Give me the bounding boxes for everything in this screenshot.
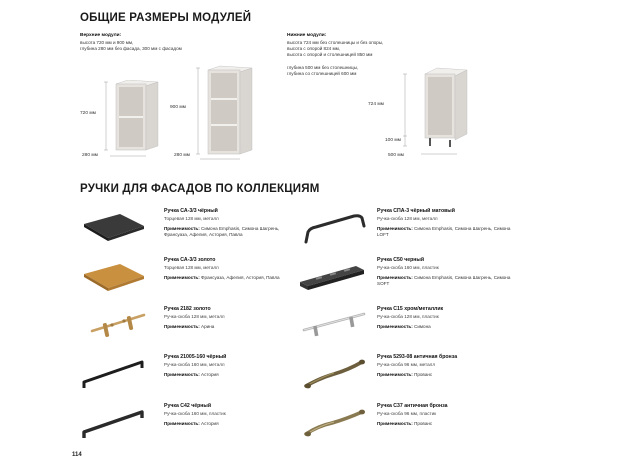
- handle-image-c42-black: [80, 402, 150, 442]
- handle-applicability: Применимость: Симона: [377, 324, 431, 329]
- handle-applicability: Применимость: Прованс: [377, 372, 433, 377]
- handle-applicability: Применимость: Арина: [164, 324, 215, 329]
- handle-name: Ручка С37 античная бронза: [377, 403, 448, 409]
- page-number: 114: [72, 452, 82, 458]
- handle-desc: Ручка-скоба 96 мм, пластик: [377, 411, 437, 416]
- handle-name: Ручка СА-3/3 чёрный: [164, 208, 218, 214]
- handle-left-1: [164, 208, 302, 239]
- lower-modules-text: [287, 33, 383, 77]
- handle-applicability: Применимость: Франсуаза, Афелия, Астория, Павла: [164, 275, 280, 280]
- handle-desc: Ручка-скоба 160 мм, металл: [164, 362, 225, 367]
- upper-modules-line1: высота 720 мм и 900 мм,: [80, 40, 134, 45]
- handle-desc: Ручка-скоба 128 мм, металл: [164, 314, 225, 319]
- handle-desc: Ручка-скоба 128 мм, металл: [377, 216, 438, 221]
- upper-cabinet-900-illustration: [172, 64, 254, 166]
- handle-image-c37-bronze: [300, 404, 370, 442]
- handle-applicability: Применимость: Прованс: [377, 421, 433, 426]
- handle-desc: Ручка-скоба 160 мм, пластик: [164, 411, 226, 416]
- handle-image-c50-black: [296, 260, 370, 292]
- handle-name: Ручка С15 хром/металлик: [377, 306, 444, 312]
- handle-applicability: Применимость: Астория: [164, 372, 219, 377]
- dim-900: 900 мм: [170, 105, 186, 110]
- handle-name: Ручка 21005-160 чёрный: [164, 354, 227, 360]
- handle-left-2: [164, 257, 302, 281]
- handle-name: Ручка СПА-3 чёрный матовый: [377, 208, 455, 214]
- dim-720: 720 мм: [80, 111, 96, 116]
- dim-280-b: 280 мм: [174, 153, 190, 158]
- handle-desc: Ручка-скоба 160 мм, пластик: [377, 265, 439, 270]
- lower-modules-line1: высота 724 мм без столешницы и без опоры,: [287, 40, 384, 45]
- handle-left-5: [164, 403, 302, 427]
- handle-right-3: [377, 306, 517, 330]
- handle-left-4: [164, 354, 302, 378]
- lower-cabinet-illustration: [385, 64, 475, 164]
- handle-name: Ручка 2182 золото: [164, 306, 211, 312]
- handle-name: Ручка СА-3/3 золото: [164, 257, 216, 263]
- handle-image-5293-bronze: [300, 354, 370, 392]
- handle-applicability: Применимость: Астория: [164, 421, 219, 426]
- dim-500: 500 мм: [388, 153, 404, 158]
- section-title-module-sizes: ОБЩИЕ РАЗМЕРЫ МОДУЛЕЙ: [80, 12, 252, 24]
- lower-modules-line2: высота с опорой 824 мм,: [287, 46, 341, 52]
- dim-100: 100 мм: [385, 138, 401, 143]
- handle-image-2182-gold: [88, 305, 148, 341]
- handle-image-spa3-black: [300, 208, 370, 246]
- handle-image-ca33-gold: [80, 262, 148, 292]
- handle-name: Ручка С50 черный: [377, 257, 425, 263]
- handle-right-2: [377, 257, 517, 288]
- handle-right-5: [377, 403, 517, 427]
- lower-modules-line4: глубина 500 мм без столешницы,: [287, 64, 359, 70]
- handle-desc: Торцевая 128 мм, металл: [164, 216, 219, 221]
- handle-applicability: Применимость: Симона Emphasis, Симона Шагрень, Франсуаза, Афелия, Астория, Павла: [164, 226, 280, 238]
- dim-724: 724 мм: [368, 102, 384, 107]
- handle-name: Ручка 5293-08 античная бронза: [377, 354, 458, 360]
- lower-modules-label: Нижние модули:: [287, 33, 327, 38]
- handle-name: Ручка С42 чёрный: [164, 403, 212, 409]
- dim-280-a: 280 мм: [82, 153, 98, 158]
- handle-desc: Ручка-скоба 96 мм, металл: [377, 362, 436, 367]
- handle-image-ca33-black: [80, 212, 148, 242]
- upper-modules-text: [80, 33, 182, 52]
- handle-image-c15-chrome: [300, 306, 370, 340]
- upper-modules-label: Верхние модули:: [80, 33, 122, 38]
- upper-modules-line2: глубина 280 мм без фасада, 300 мм с фасадом: [80, 46, 182, 52]
- handle-left-3: [164, 306, 302, 330]
- handle-desc: Торцевая 128 мм, металл: [164, 265, 219, 270]
- handle-desc: Ручка-скоба 128 мм, пластик: [377, 314, 439, 319]
- handle-applicability: Применимость: Симона Emphasis, Симона Шагрень, Симона SOFT: [377, 275, 511, 287]
- handle-image-21005-black: [80, 352, 150, 392]
- section-title-handles: РУЧКИ ДЛЯ ФАСАДОВ ПО КОЛЛЕКЦИЯМ: [80, 183, 320, 195]
- handle-applicability: Применимость: Симона Emphasis, Симона Шагрень, Симона LOFT: [377, 226, 511, 238]
- handle-right-4: [377, 354, 517, 378]
- lower-modules-line5: глубина со столешницей 600 мм: [287, 70, 357, 76]
- handle-right-1: [377, 208, 517, 239]
- lower-modules-line3: высота с опорой и столешницей 850 мм: [287, 52, 373, 58]
